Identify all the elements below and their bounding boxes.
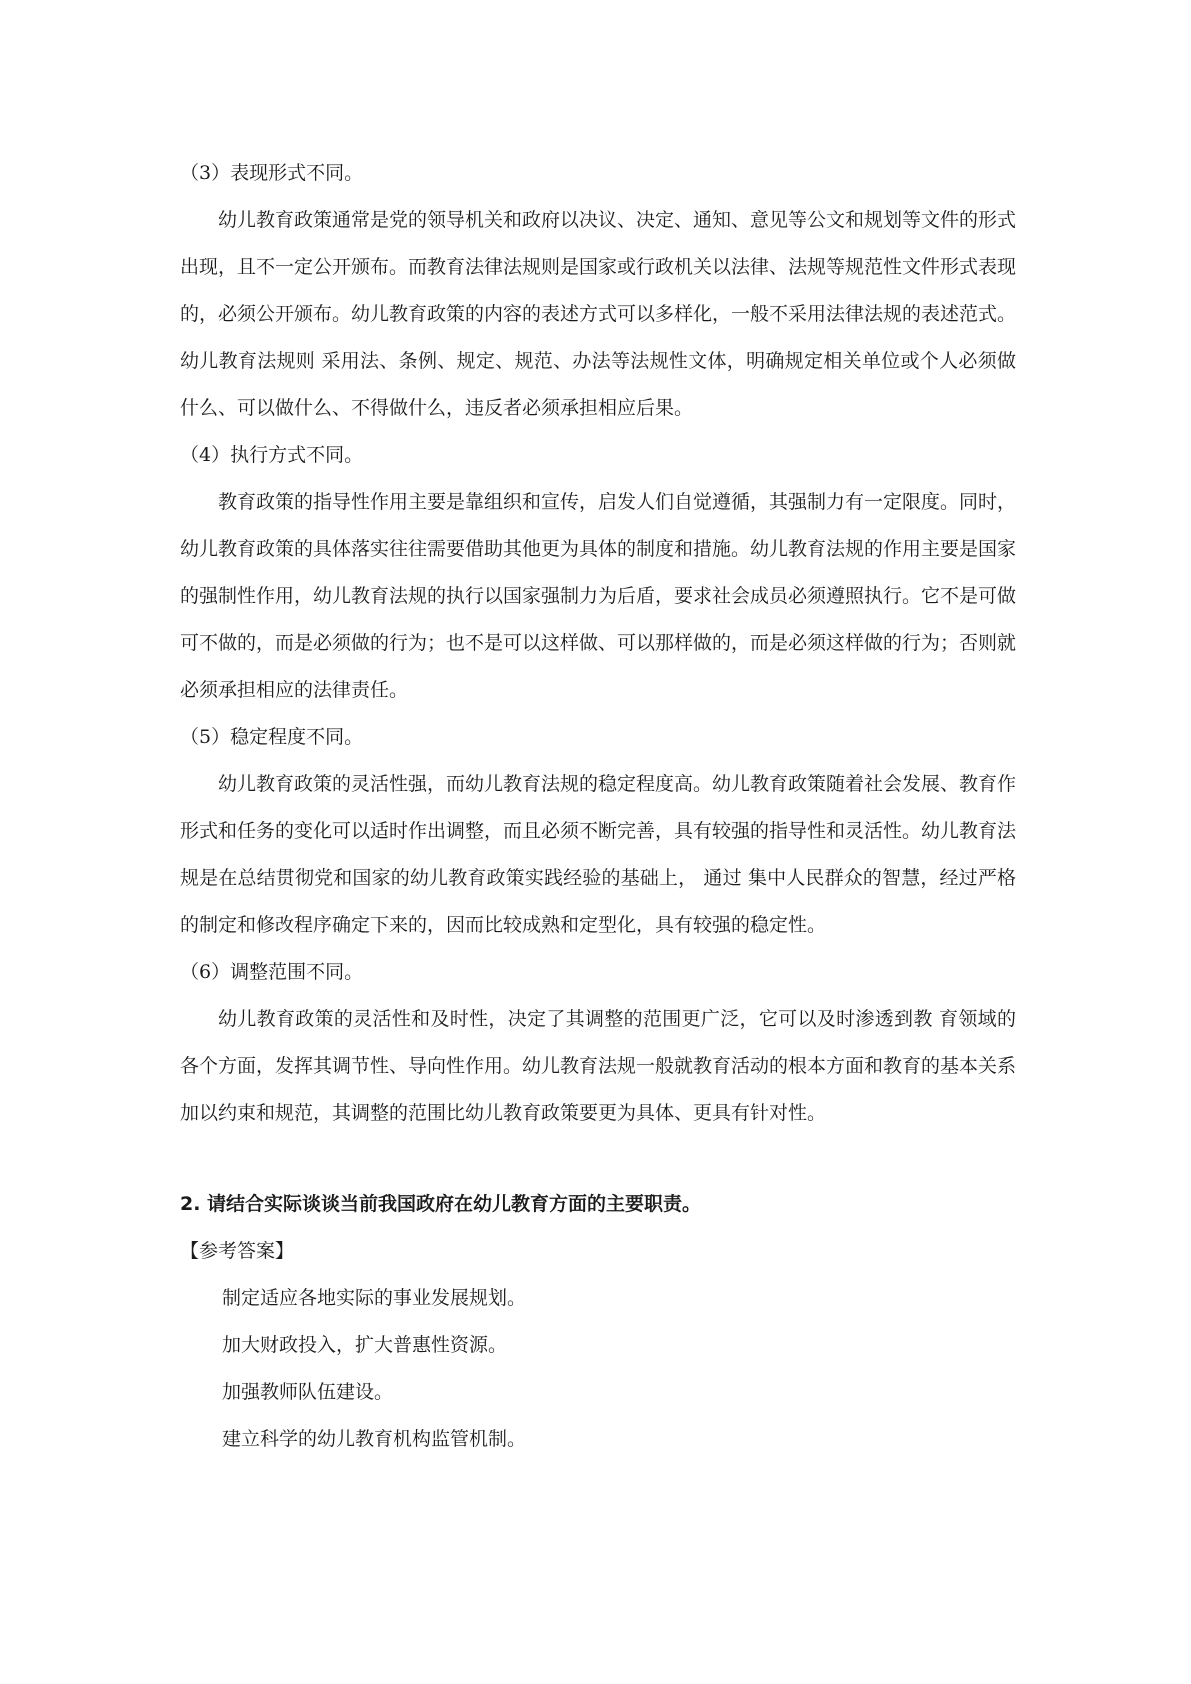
answer-item: 加强教师队伍建设。 [222, 1381, 394, 1403]
section-heading-6: （6）调整范围不同。 [180, 961, 364, 983]
question-title: 2. 请结合实际谈谈当前我国政府在幼儿教育方面的主要职责。 [180, 1193, 702, 1215]
section-heading-3: （3）表现形式不同。 [180, 162, 364, 184]
section-heading-5: （5）稳定程度不同。 [180, 726, 364, 748]
section-body-4: 教育政策的指导性作用主要是靠组织和宣传，启发人们自觉遵循，其强制力有一定限度。同时，幼儿教育政策的具体落实往往需要借助其他更为具体的制度和措施。幼儿教育法规的作用主要是国家的强制性作用，幼儿教育法规的执行以国家强制力为后盾，要求社会成员必须遵照执行。它不是可做可不做的，而是必须做的行为；也不是可以这样做、可以那样做的，而是必须这样做的行为；否则就必须承担相应的法律责任。 [180, 491, 1017, 701]
answer-item: 制定适应各地实际的事业发展规划。 [222, 1287, 527, 1309]
section-body-3: 幼儿教育政策通常是党的领导机关和政府以决议、决定、通知、意见等公文和规划等文件的形式出现，且不一定公开颁布。而教育法律法规则是国家或行政机关以法律、法规等规范性文件形式表现的，必须公开颁布。幼儿教育政策的内容的表述方式可以多样化，一般不采用法律法规的表述范式。幼儿教育法规则 采用法、条例、规定、规范、办法等法规性文体，明确规定相关单位或个人必须做什么、可以做什么、不得做什么，违反者必须承担相应后果。 [180, 209, 1017, 419]
answer-item: 加大财政投入，扩大普惠性资源。 [222, 1334, 508, 1356]
answer-label: 【参考答案】 [180, 1240, 295, 1262]
section-body-6: 幼儿教育政策的灵活性和及时性，决定了其调整的范围更广泛，它可以及时渗透到教 育领域的各个方面，发挥其调节性、导向性作用。幼儿教育法规一般就教育活动的根本方面和教育的基本关系加以约束和规范，其调整的范围比幼儿教育政策要更为具体、更具有针对性。 [180, 1008, 1017, 1124]
section-body-5: 幼儿教育政策的灵活性强，而幼儿教育法规的稳定程度高。幼儿教育政策随着社会发展、教育作形式和任务的变化可以适时作出调整，而且必须不断完善，具有较强的指导性和灵活性。幼儿教育法规是在总结贯彻党和国家的幼儿教育政策实践经验的基础上， 通过 集中人民群众的智慧，经过严格的制定和修改程序确定下来的，因而比较成熟和定型化，具有较强的稳定性。 [180, 773, 1017, 936]
document-content [180, 150, 1016, 1463]
section-heading-4: （4）执行方式不同。 [180, 444, 364, 466]
section-spacer [180, 1137, 1016, 1181]
answer-item: 建立科学的幼儿教育机构监管机制。 [222, 1428, 527, 1450]
